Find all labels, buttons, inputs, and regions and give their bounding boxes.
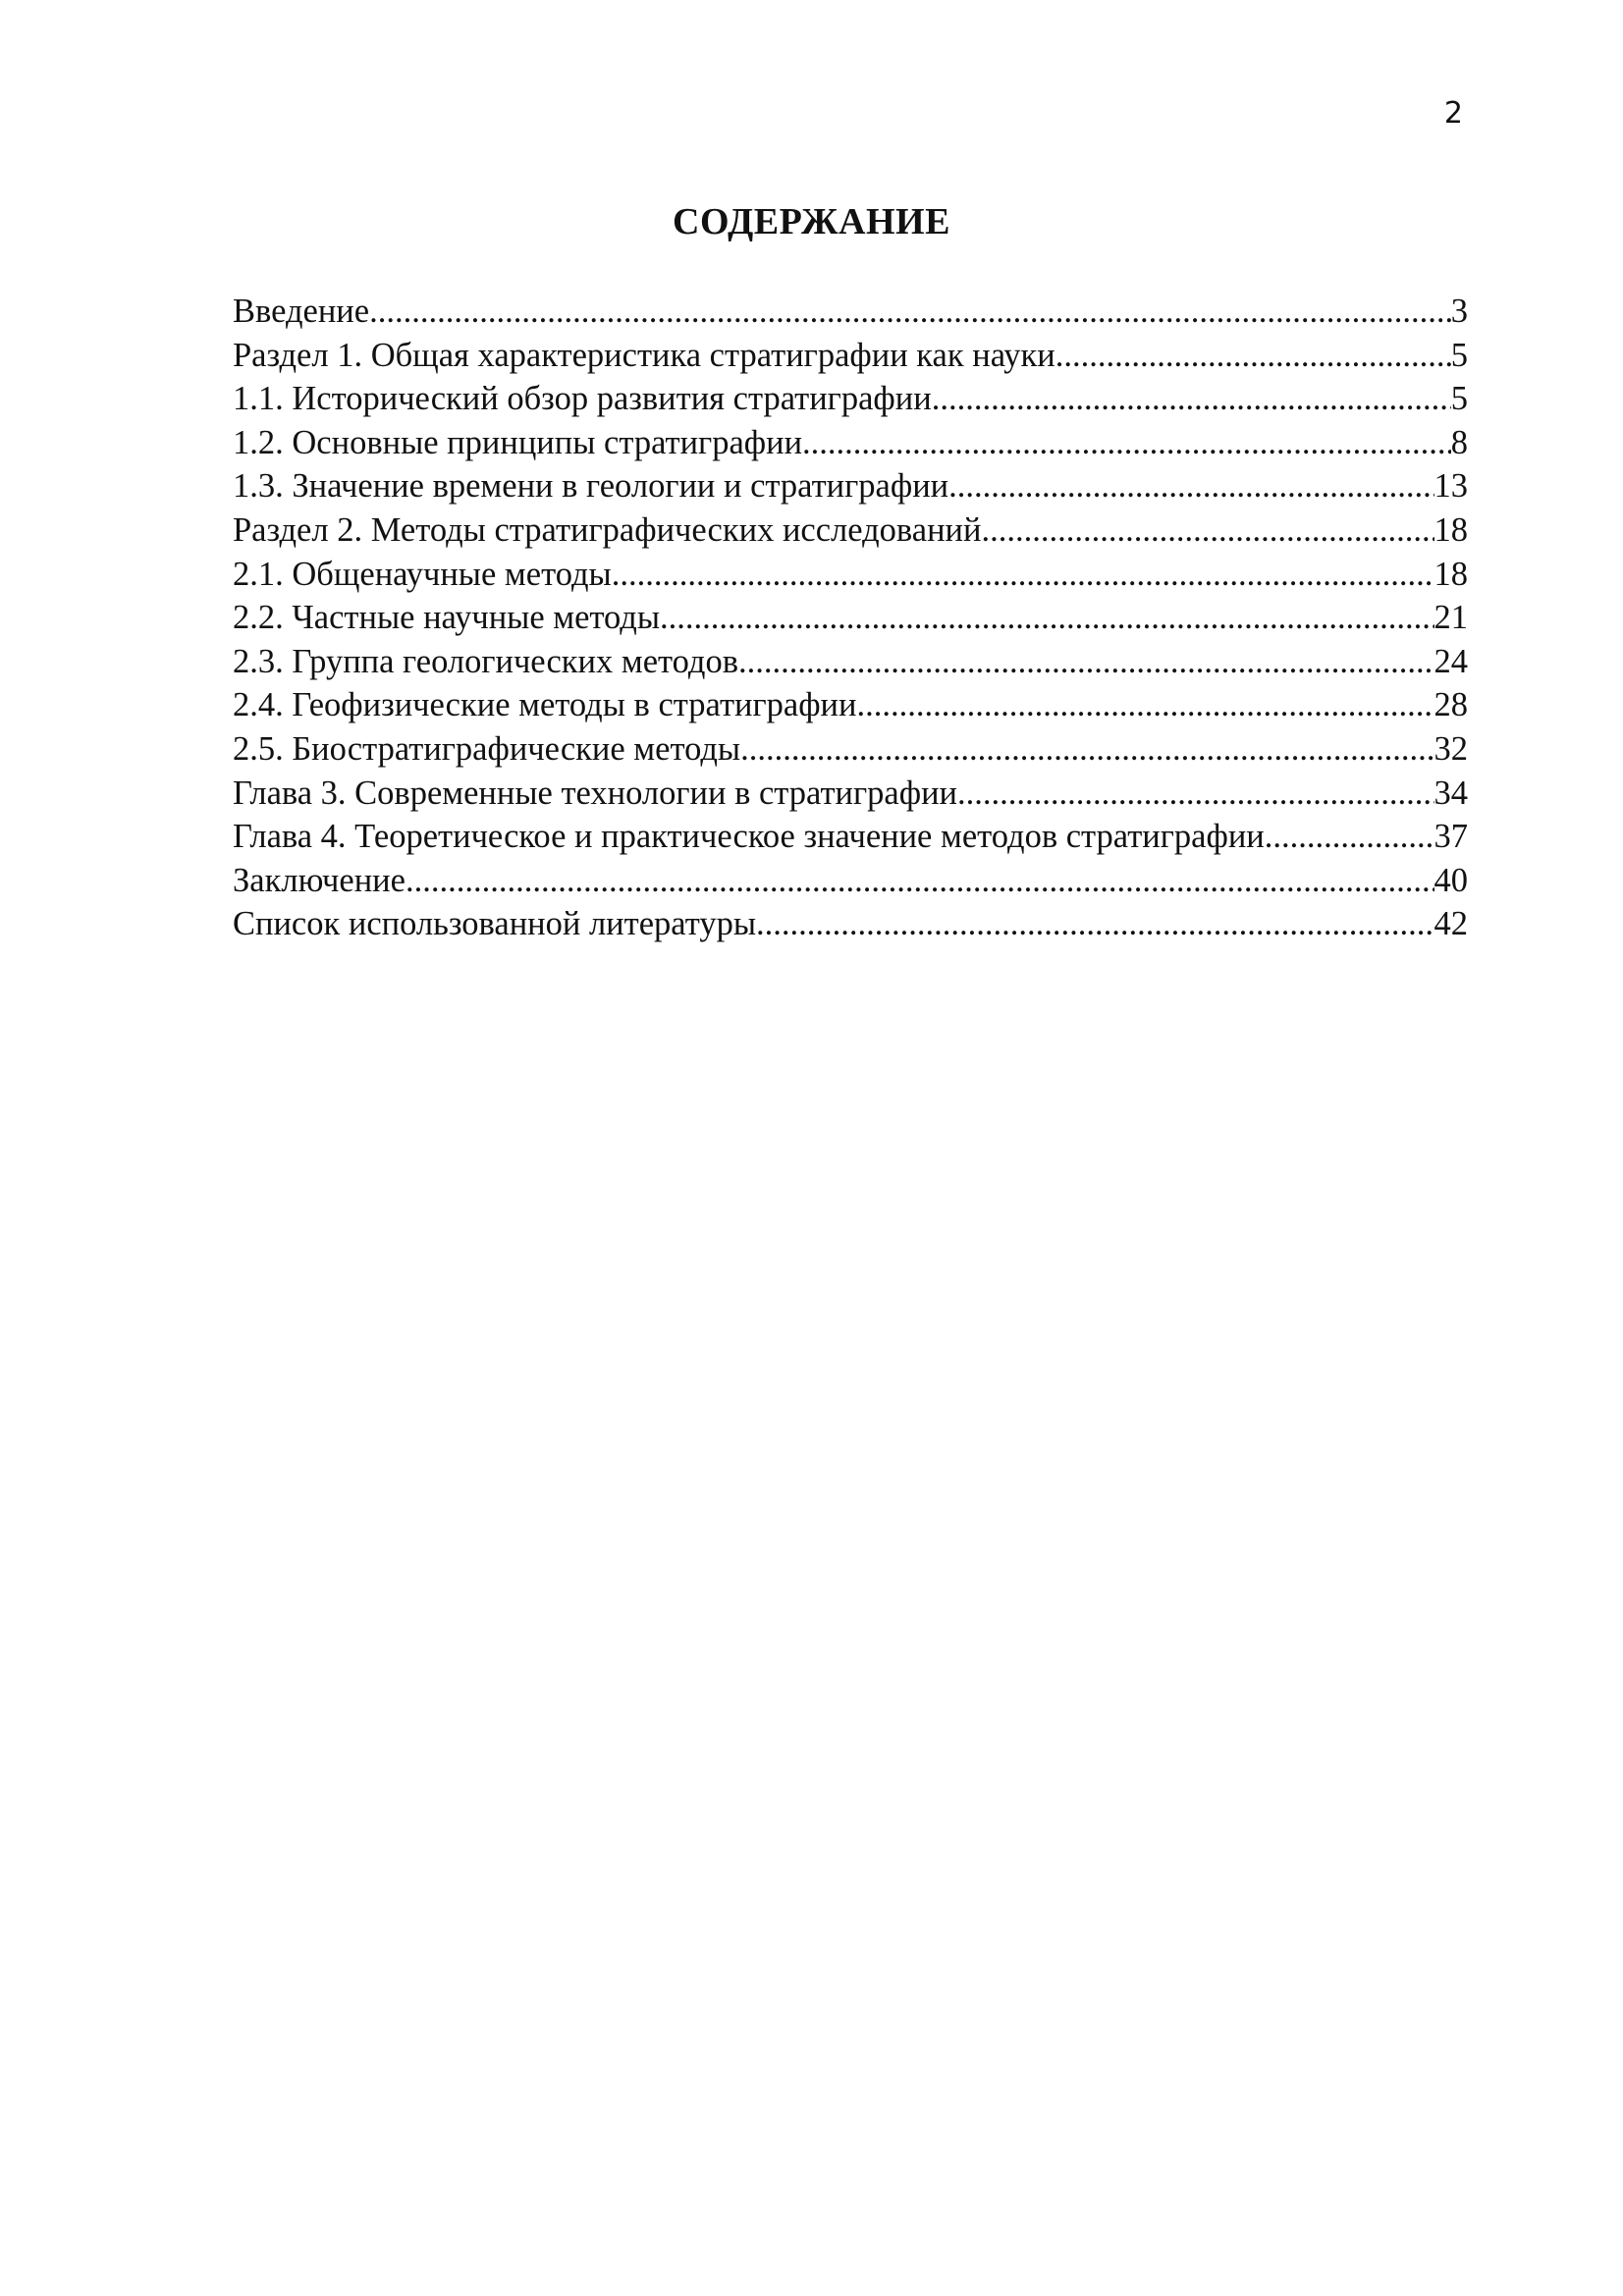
toc-entry-page: 24 <box>1434 642 1468 680</box>
toc-dot-leader <box>932 377 1451 421</box>
toc-entry[interactable] <box>233 464 1468 508</box>
toc-entry-page: 37 <box>1434 818 1468 856</box>
toc-entry-page: 18 <box>1434 555 1468 593</box>
toc-title: СОДЕРЖАНИЕ <box>673 201 950 242</box>
toc-entry-label: 2.4. Геофизические методы в стратиграфии <box>233 686 857 724</box>
toc-entry[interactable] <box>233 859 1468 903</box>
toc-dot-leader <box>802 421 1451 465</box>
toc-entry[interactable] <box>233 772 1468 816</box>
toc-entry-label: 1.1. Исторический обзор развития стратиграфии <box>233 380 932 418</box>
toc-entry-page: 5 <box>1450 380 1468 418</box>
toc-entry-page: 28 <box>1434 686 1468 724</box>
toc-dot-leader <box>406 859 1434 903</box>
toc-dot-leader <box>1055 334 1451 378</box>
toc-entry[interactable] <box>233 815 1468 859</box>
toc-entry-label: Заключение <box>233 861 406 899</box>
toc-entry-label: 2.1. Общенаучные методы <box>233 555 612 593</box>
toc-entry-page: 32 <box>1434 729 1468 768</box>
toc-entry-label: Список использованной литературы <box>233 905 756 943</box>
toc-entry-label: Раздел 1. Общая характеристика стратиграфии как науки <box>233 336 1055 374</box>
toc-entry-page: 18 <box>1434 510 1468 549</box>
toc-entry-page: 40 <box>1434 861 1468 899</box>
toc-entry[interactable] <box>233 421 1468 465</box>
toc-entry-page: 13 <box>1434 467 1468 506</box>
page-number: 2 <box>1443 96 1463 131</box>
toc-entry-page: 21 <box>1434 599 1468 637</box>
toc-entry-label: 1.2. Основные принципы стратиграфии <box>233 423 803 461</box>
toc-entry[interactable] <box>233 683 1468 727</box>
toc-dot-leader <box>948 464 1434 508</box>
toc-entry-label: 1.3. Значение времени в геологии и стратиграфии <box>233 467 949 506</box>
toc-dot-leader <box>740 727 1434 772</box>
toc-entry-label: Глава 3. Современные технологии в стратиграфии <box>233 774 957 812</box>
toc-entry[interactable] <box>233 334 1468 378</box>
toc-entry[interactable] <box>233 596 1468 640</box>
toc-dot-leader <box>856 683 1434 727</box>
toc-dot-leader <box>738 640 1434 684</box>
toc-entry[interactable] <box>233 640 1468 684</box>
toc-entry-label: Введение <box>233 293 370 330</box>
toc-entry-page: 8 <box>1450 423 1468 461</box>
table-of-contents <box>233 290 1468 946</box>
toc-dot-leader <box>660 596 1434 640</box>
toc-dot-leader <box>981 508 1434 553</box>
toc-dot-leader <box>612 553 1434 597</box>
toc-entry-label: Раздел 2. Методы стратиграфических исследований <box>233 510 982 549</box>
toc-entry-label: 2.2. Частные научные методы <box>233 599 661 637</box>
toc-entry[interactable] <box>233 553 1468 597</box>
toc-entry-label: Глава 4. Теоретическое и практическое значение методов стратиграфии <box>233 818 1265 856</box>
toc-dot-leader <box>756 902 1434 946</box>
toc-entry[interactable] <box>233 902 1468 946</box>
toc-entry-page: 5 <box>1450 336 1468 374</box>
toc-dot-leader <box>369 290 1451 334</box>
toc-entry-label: 2.5. Биостратиграфические методы <box>233 729 741 768</box>
toc-entry[interactable] <box>233 290 1468 334</box>
toc-entry[interactable] <box>233 727 1468 772</box>
toc-entry-page: 3 <box>1450 293 1468 330</box>
toc-entry[interactable] <box>233 377 1468 421</box>
toc-entry-page: 42 <box>1434 905 1468 943</box>
toc-dot-leader <box>957 772 1434 816</box>
toc-entry-page: 34 <box>1434 774 1468 812</box>
toc-entry[interactable] <box>233 508 1468 553</box>
toc-dot-leader <box>1265 815 1434 859</box>
toc-entry-label: 2.3. Группа геологических методов <box>233 642 738 680</box>
